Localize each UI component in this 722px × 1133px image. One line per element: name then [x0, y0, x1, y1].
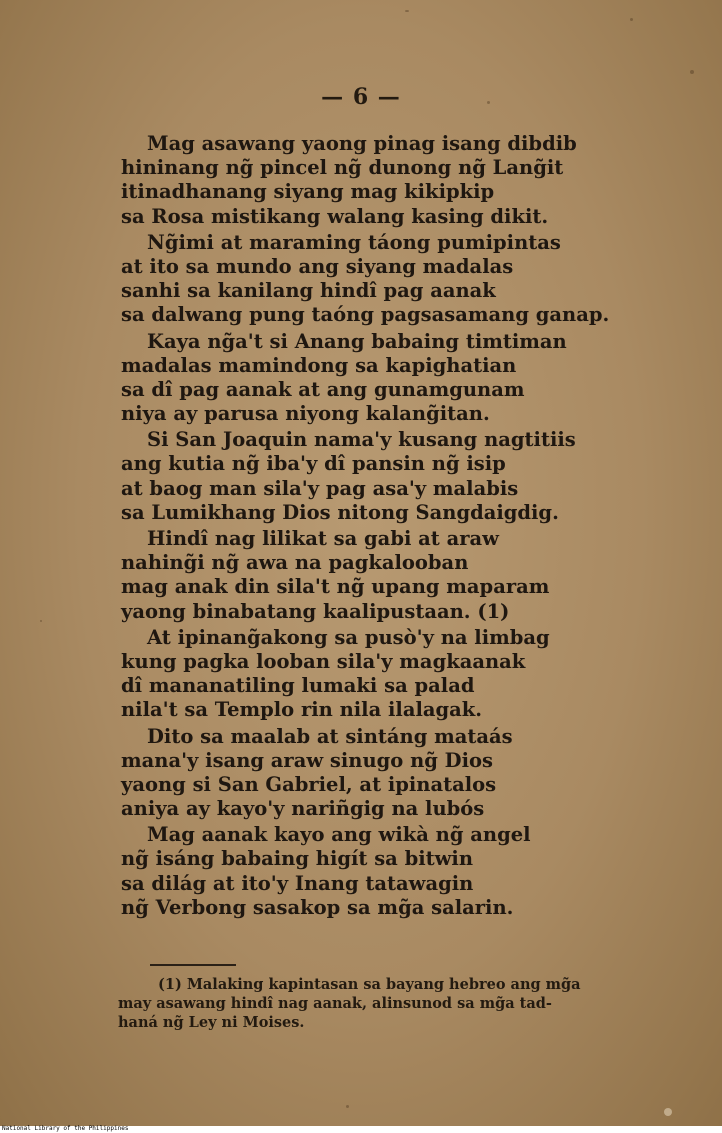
stanza	[121, 132, 621, 229]
footnote-line: haná ng̃ Ley ni Moises.	[118, 1014, 305, 1031]
poem-line: Si San Joaquin nama'y kusang nagtitiis	[147, 428, 576, 452]
stanza	[121, 428, 621, 525]
poem-line: sa dî pag aanak at ang gunamgunam	[121, 377, 525, 401]
poem-line: kung pagka looban sila'y magkaanak	[121, 649, 526, 673]
poem-line: Ng̃imi at maraming táong pumipintas	[147, 230, 561, 254]
page-number: — 6 —	[321, 84, 401, 110]
stanza	[121, 626, 621, 723]
poem-line: ang kutia ng̃ iba'y dî pansin ng̃ isip	[121, 452, 506, 476]
poem-line: at baog man sila'y pag asa'y malabis	[121, 476, 519, 500]
poem-line: madalas mamindong sa kapighatian	[121, 353, 517, 377]
poem-line: at ito sa mundo ang siyang madalas	[121, 254, 514, 278]
poem-line: dî mananatiling lumaki sa palad	[121, 674, 475, 698]
poem-line: sanhi sa kanilang hindî pag aanak	[121, 279, 496, 303]
poem-line: mag anak din sila't ng̃ upang maparam	[121, 575, 550, 599]
stanza	[121, 330, 621, 427]
poem-line: sa dilág at ito'y Inang tatawagin	[121, 871, 474, 895]
poem-line: hininang ng̃ pincel ng̃ dunong ng̃ Lang̃it	[121, 156, 564, 180]
poem-line: Hindî nag lilikat sa gabi at araw	[147, 527, 499, 550]
poem-line: At ipinang̃akong sa pusò'y na limbag	[147, 625, 550, 649]
poem-line: ng̃ isáng babaing higít sa bitwin	[121, 847, 474, 871]
paper-speck	[405, 10, 409, 12]
stanza	[121, 725, 621, 822]
paper-speck	[690, 70, 694, 74]
paper-speck	[664, 1108, 672, 1116]
stanza	[121, 823, 621, 920]
poem-line: yaong si San Gabriel, at ipinatalos	[121, 772, 497, 796]
stanza	[121, 231, 621, 328]
poem-line: Mag aanak kayo ang wikà ng̃ angel	[147, 823, 531, 847]
poem-line: sa dalwang pung taóng pagsasamang ganap.	[121, 303, 610, 327]
footnote	[118, 975, 638, 1032]
poem-line: niya ay parusa niyong kalang̃itan.	[121, 402, 490, 426]
poem-line: itinadhanang siyang mag kikipkip	[121, 180, 495, 204]
poem-line: mana'y isang araw sinugo ng̃ Dios	[121, 748, 493, 772]
poem-line: Dito sa maalab at sintáng mataás	[147, 724, 513, 748]
paper-speck	[346, 1105, 349, 1108]
paper-speck	[630, 18, 633, 21]
footnote-divider	[150, 964, 236, 966]
poem-line: nila't sa Templo rin nila ilalagak.	[121, 698, 483, 722]
poem-line: ng̃ Verbong sasakop sa mg̃a salarin.	[121, 895, 514, 919]
poem-line: sa Lumikhang Dios nitong Sangdaigdig.	[121, 500, 559, 524]
footnote-line: may asawang hindî nag aanak, alinsunod sa mg̃a tad-	[118, 995, 552, 1012]
library-credit: National Library of the Philippines	[2, 1125, 129, 1132]
poem-line: Mag asawang yaong pinag isang dibdib	[147, 132, 577, 155]
poem-line: yaong binabatang kaalipustaan. (1)	[121, 599, 510, 623]
paper-speck	[40, 620, 42, 622]
poem-body	[121, 132, 621, 922]
poem-line: aniya ay kayo'y nariñgig na lubós	[121, 797, 485, 821]
stanza	[121, 527, 621, 624]
poem-line: nahing̃i ng̃ awa na pagkalooban	[121, 551, 469, 575]
poem-line: sa Rosa mistikang walang kasing dikit.	[121, 204, 549, 228]
footnote-line: (1) Malaking kapintasan sa bayang hebreo ang mg̃a	[158, 976, 581, 993]
poem-line: Kaya ng̃a't si Anang babaing timtiman	[147, 329, 567, 353]
